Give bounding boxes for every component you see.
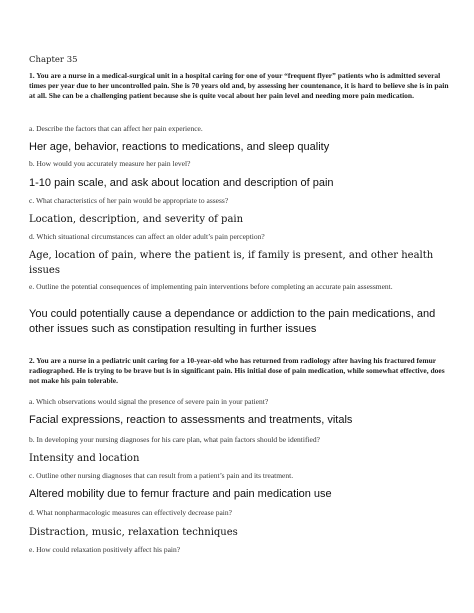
question-1-prompt: 1. You are a nurse in a medical-surgical unit in a hospital caring for one of your “frequent flyer” patients who is admitted several times per year due to her uncontrolled pain. She is 70 years old and, by assessing her countenance, it is hard to believe she is in pain at all. She can be a challenging patient because she is quite vocal about her pain level and needing more pain medication. [29,71,449,100]
question-2e: e. How could relaxation positively affect his pain? [29,545,181,554]
answer-1a: Her age, behavior, reactions to medications, and sleep quality [29,141,330,153]
question-2c: c. Outline other nursing diagnoses that can result from a patient’s pain and its treatment. [29,471,294,480]
question-2-prompt: 2. You are a nurse in a pediatric unit caring for a 10-year-old who has returned from radiology after having his fractured femur radiographed. He is trying to be brave but is in significant pain. His initial dose of pain medication, while somewhat effective, does not make his pain tolerable. [29,356,445,385]
answer-2a: Facial expressions, reaction to assessments and treatments, vitals [29,414,353,426]
answer-2b: Intensity and location [29,453,140,464]
question-2b: b. In developing your nursing diagnoses for his care plan, what pain factors should be identified? [29,435,320,444]
question-2a: a. Which observations would signal the presence of severe pain in your patient? [29,397,269,406]
answer-1b: 1-10 pain scale, and ask about location and description of pain [29,177,334,189]
question-1a: a. Describe the factors that can affect her pain experience. [29,124,203,133]
chapter-heading: Chapter 35 [29,55,78,65]
question-1d: d. Which situational circumstances can affect an older adult’s pain perception? [29,232,265,241]
question-2d: d. What nonpharmacologic measures can effectively decrease pain? [29,508,232,517]
question-1e: e. Outline the potential consequences of implementing pain interventions before completing an accurate pain assessment. [29,282,393,291]
question-1b: b. How would you accurately measure her pain level? [29,159,191,168]
answer-1d: Age, location of pain, where the patient is, if family is present, and other health issues [29,250,434,276]
answer-2c: Altered mobility due to femur fracture and pain medication use [29,488,332,500]
answer-1c: Location, description, and severity of pain [29,214,244,225]
question-1c: c. What characteristics of her pain would be appropriate to assess? [29,196,229,205]
answer-1e: You could potentially cause a dependance or addiction to the pain medications, and other issues such as constipation resulting in further issues [29,308,436,335]
answer-2d: Distraction, music, relaxation techniques [29,527,238,538]
